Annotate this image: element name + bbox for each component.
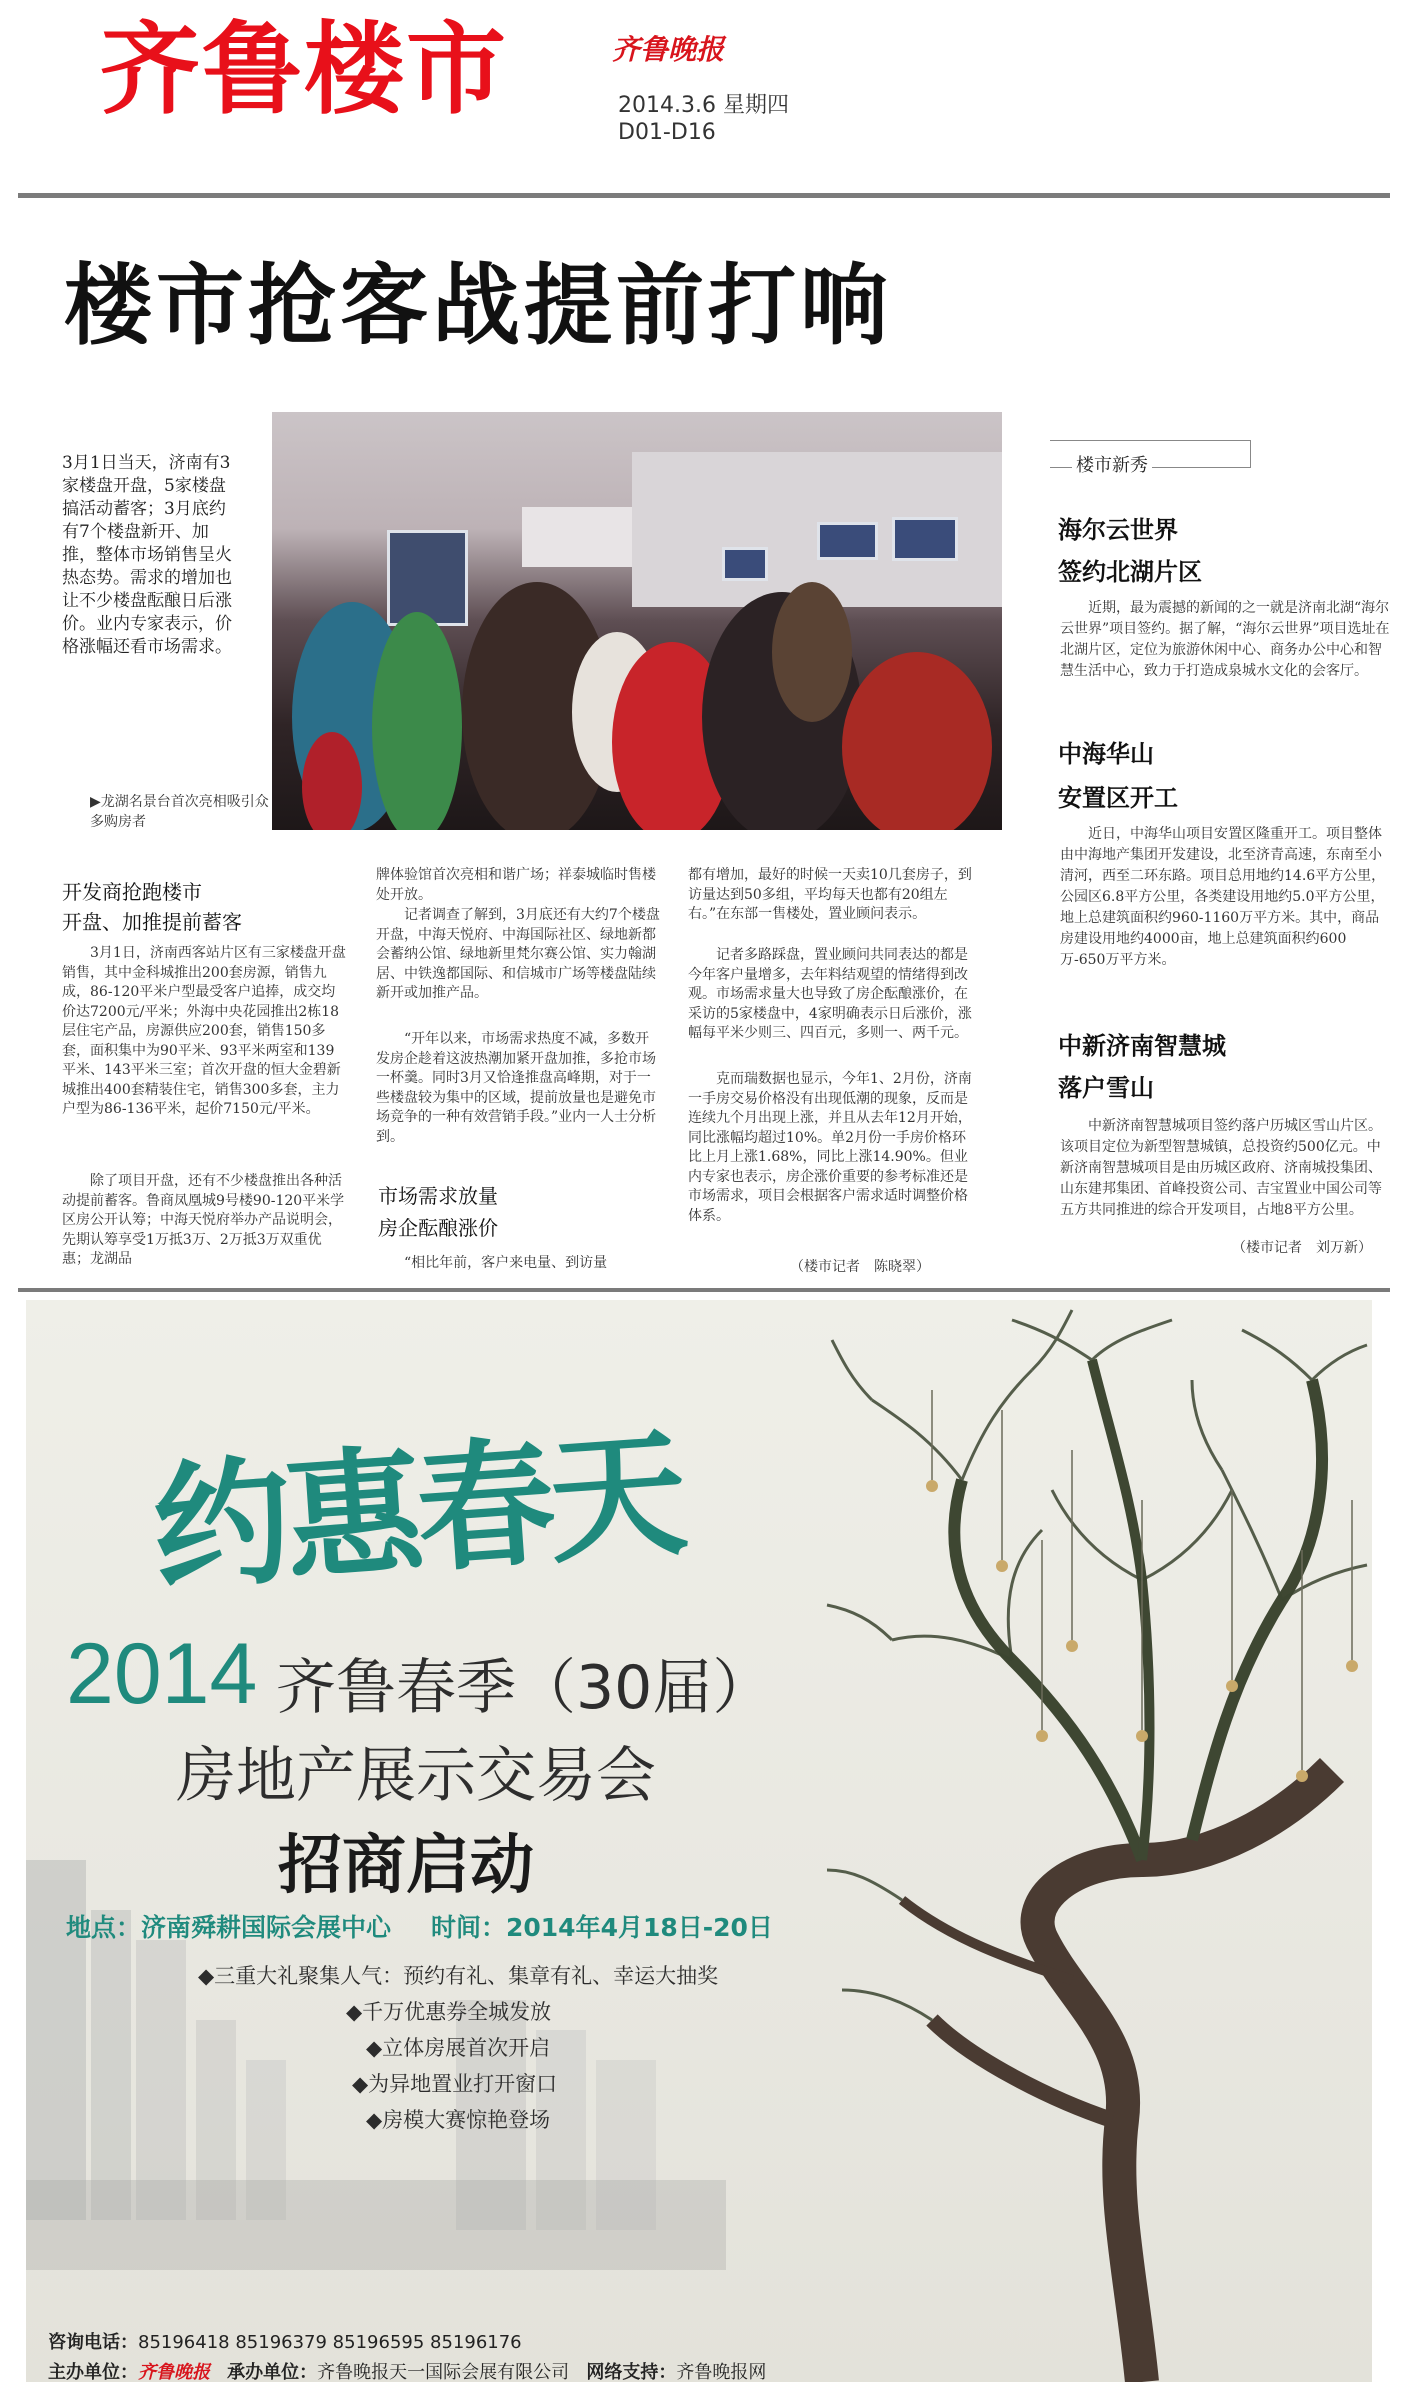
col2-paragraph: “相比年前，客户来电量、到访量 (404, 1255, 608, 1271)
network-label: 网络支持： (586, 2362, 677, 2382)
ad-bullet (352, 2068, 557, 2098)
ad-bullet (198, 1960, 718, 1990)
sidebar-item-2-heading-1: 中海华山 (1058, 740, 1154, 768)
phone-label: 咨询电话： (48, 2332, 138, 2353)
col3-paragraph: 克而瑞数据也显示，今年1、2月份，济南一手房交易价格没有出现低潮的现象，反而是连续九个月出现上涨，并且从去年12月开始，同比涨幅均超过10%。单2月份一手房价格环比上月上涨1.68%，同比上涨14.90%。但业内专家也表示，房企涨价重要的参考标准还是市场需求，项目会根据客户需求适时调整价格体系。 (688, 1071, 972, 1224)
sidebar-item-3-body: 中新济南智慧城项目签约落户历城区雪山片区。该项目定位为新型智慧城镇，总投资约500亿元。中新济南智慧城项目是由历城区政府、济南城投集团、山东建邦集团、首峰投资公司、吉宝置业中国公司等五方共同推进的综合开发项目，占地8平方公里。 (1060, 1118, 1382, 1218)
ad-bullet-text: 三重大礼聚集人气：预约有礼、集章有礼、幸运大抽奖 (214, 1964, 719, 1988)
col2-heading-2: 房企酝酿涨价 (378, 1216, 498, 1240)
page-range: D01-D16 (618, 120, 716, 145)
phone-numbers: 85196418 85196379 85196595 85196176 (138, 2332, 522, 2353)
sidebar-item-1-heading-1: 海尔云世界 (1058, 516, 1178, 544)
col1-paragraph: 除了项目开盘，还有不少楼盘推出各种活动提前蓄客。鲁商凤凰城9号楼90-120平米学区房公开认筹；中海天悦府举办产品说明会，先期认筹享受1万抵3万、2万抵3万双重优惠；龙湖品 (62, 1173, 345, 1267)
col3-paragraph: 都有增加，最好的时候一天卖10几套房子，到访量达到50多组，平均每天也都有20组左右。”在东部一售楼处，置业顾问表示。 (688, 867, 972, 922)
photo-display-screen (892, 517, 958, 561)
organizer-name: 齐鲁晚报天一国际会展有限公司 (317, 2362, 570, 2382)
sidebar-tag-label: 楼市新秀 (1072, 451, 1152, 477)
photo-display-screen (817, 522, 878, 560)
newspaper-brand-logo: 齐鲁晚报 (612, 33, 725, 66)
ad-venue: 地点：济南舜耕国际会展中心 (66, 1913, 392, 1942)
col2-heading-1: 市场需求放量 (378, 1184, 498, 1208)
article-headline: 楼市抢客战提前打响 (64, 254, 893, 357)
ad-phone-line (48, 2328, 522, 2354)
ad-year: 2014 (66, 1626, 258, 1722)
organizer-label: 承办单位： (227, 2362, 318, 2382)
col1-heading-2: 开盘、加推提前蓄客 (62, 910, 242, 934)
photo-caption: ▶龙湖名景台首次亮相吸引众多购房者 (90, 794, 269, 830)
diamond-icon: ◆ (366, 2036, 383, 2060)
ad-bullet-text: 为异地置业打开窗口 (368, 2072, 558, 2096)
sidebar-item-3-heading-1: 中新济南智慧城 (1058, 1032, 1226, 1060)
sidebar-tag-box (1050, 440, 1251, 476)
ad-title-line-3: 招商启动 (278, 1828, 534, 1903)
skyline-building (91, 1910, 131, 2220)
photo-person (372, 612, 462, 830)
skyline-building (136, 1940, 186, 2220)
col1-heading-1: 开发商抢跑楼市 (62, 880, 202, 904)
ad-sponsor-line (48, 2358, 766, 2382)
col2-paragraph: 牌体验馆首次亮相和谐广场；祥泰城临时售楼处开放。 (376, 867, 656, 903)
masthead-title: 齐鲁楼市 (100, 11, 508, 128)
photo-person (842, 652, 992, 830)
tree-svg (812, 1300, 1372, 2382)
host-logo: 齐鲁晚报 (138, 2362, 210, 2382)
photo-display-screen (722, 547, 768, 581)
diamond-icon: ◆ (352, 2072, 369, 2096)
host-label: 主办单位： (48, 2362, 138, 2382)
ad-bullet-text: 千万优惠券全城发放 (362, 2000, 552, 2024)
col3-paragraph: 记者多路踩盘，置业顾问共同表达的都是今年客户量增多，去年料结观望的情绪得到改观。市场需求量大也导致了房企酝酿涨价，在采访的5家楼盘中，4家明确表示日后涨价，涨幅每平米少则三、四百元，多则一、两千元。 (688, 947, 972, 1041)
sidebar-item-3-heading-2: 落户雪山 (1058, 1074, 1154, 1102)
ad-bullet-text: 房模大赛惊艳登场 (382, 2108, 551, 2132)
col3-byline: （楼市记者 陈晓翠） (790, 1259, 930, 1275)
sidebar-item-2-heading-2: 安置区开工 (1058, 784, 1178, 812)
expo-advertisement (26, 1300, 1372, 2382)
ad-bullet-text: 立体房展首次开启 (382, 2036, 551, 2060)
ad-bullet (346, 1996, 551, 2026)
diamond-icon: ◆ (198, 1964, 215, 1988)
sidebar-item-1-heading-2: 签约北湖片区 (1058, 558, 1202, 586)
photo-display-screen (387, 530, 468, 626)
sidebar-item-1-body: 近期，最为震撼的新闻的之一就是济南北湖“海尔云世界”项目签约。据了解，“海尔云世界”项目选址在北湖片区，定位为旅游休闲中心、商务办公中心和智慧生活中心，致力于打造成泉城水文化的会客厅。 (1060, 600, 1390, 679)
photo-person (772, 582, 852, 722)
col2-paragraph: 记者调查了解到，3月底还有大约7个楼盘开盘，中海天悦府、中海国际社区、绿地新都会蓄纳公馆、绿地新里梵尔赛公馆、实力翰湖居、中铁逸都国际、和信城市广场等楼盘陆续新开或加推产品。 (376, 907, 660, 1001)
ad-bullet (366, 2104, 550, 2134)
skyline-haze (26, 2180, 726, 2270)
sidebar-item-3-byline: （楼市记者 刘万新） (1232, 1240, 1372, 1256)
col1-paragraph: 3月1日，济南西客站片区有三家楼盘开盘销售，其中金科城推出200套房源，销售九成，86-120平米户型最受客户追捧，成交均价达7200元/平米；外海中央花园推出2栋18层住宅产品，房源供应200套，销售150多套，面积集中为90平米、93平米两室和139平米、143平米三室；首次开盘的恒大金碧新城推出400套精装住宅，销售300多套，主力户型为86-136平米，起价7150元/平米。 (62, 945, 346, 1117)
ad-title-line-2: 房地产展示交易会 (176, 1741, 656, 1811)
diamond-icon: ◆ (346, 2000, 363, 2024)
ad-divider (18, 1288, 1390, 1292)
header-divider (18, 193, 1390, 198)
ad-date-range: 时间：2014年4月18日-20日 (431, 1913, 773, 1942)
network-name: 齐鲁晚报网 (676, 2362, 767, 2382)
article-photo (272, 412, 1002, 830)
sidebar-item-2-body: 近日，中海华山项目安置区隆重开工。项目整体由中海地产集团开发建设，北至济青高速，东南至小清河，西至二环东路。项目总用地约14.6平方公里，公园区6.8平方公里，各类建设用地约5.0平方公里，地上总建筑面积约960-1160万平方米。其中，商品房建设用地约4000亩，地上总建筑面积约600万-650万平方米。 (1060, 826, 1386, 968)
ad-bullet (366, 2032, 550, 2062)
col2-paragraph: “开年以来，市场需求热度不减，多数开发房企趁着这波热潮加紧开盘加推，多抢市场一杯羹。同时3月又恰逢推盘高峰期，对于一些楼盘较为集中的区域，提前放量也是避免市场竞争的一种有效营销手段。”业内一人士分析到。 (376, 1031, 657, 1145)
photo-brand-sign (522, 507, 632, 567)
issue-date: 2014.3.6 星期四 (618, 93, 789, 118)
article-lead: 3月1日当天，济南有3家楼盘开盘，5家楼盘搞活动蓄客；3月底约有7个楼盘新开、加推，整体市场销售呈火热态势。需求的增加也让不少楼盘酝酿日后涨价。业内专家表示，价格涨幅还看市场需求。 (62, 453, 232, 657)
diamond-icon: ◆ (366, 2108, 383, 2132)
ad-title-line-1: 齐鲁春季（30届） (276, 1653, 773, 1723)
ad-calligraphy-title: 约惠春天 (147, 1411, 687, 1611)
